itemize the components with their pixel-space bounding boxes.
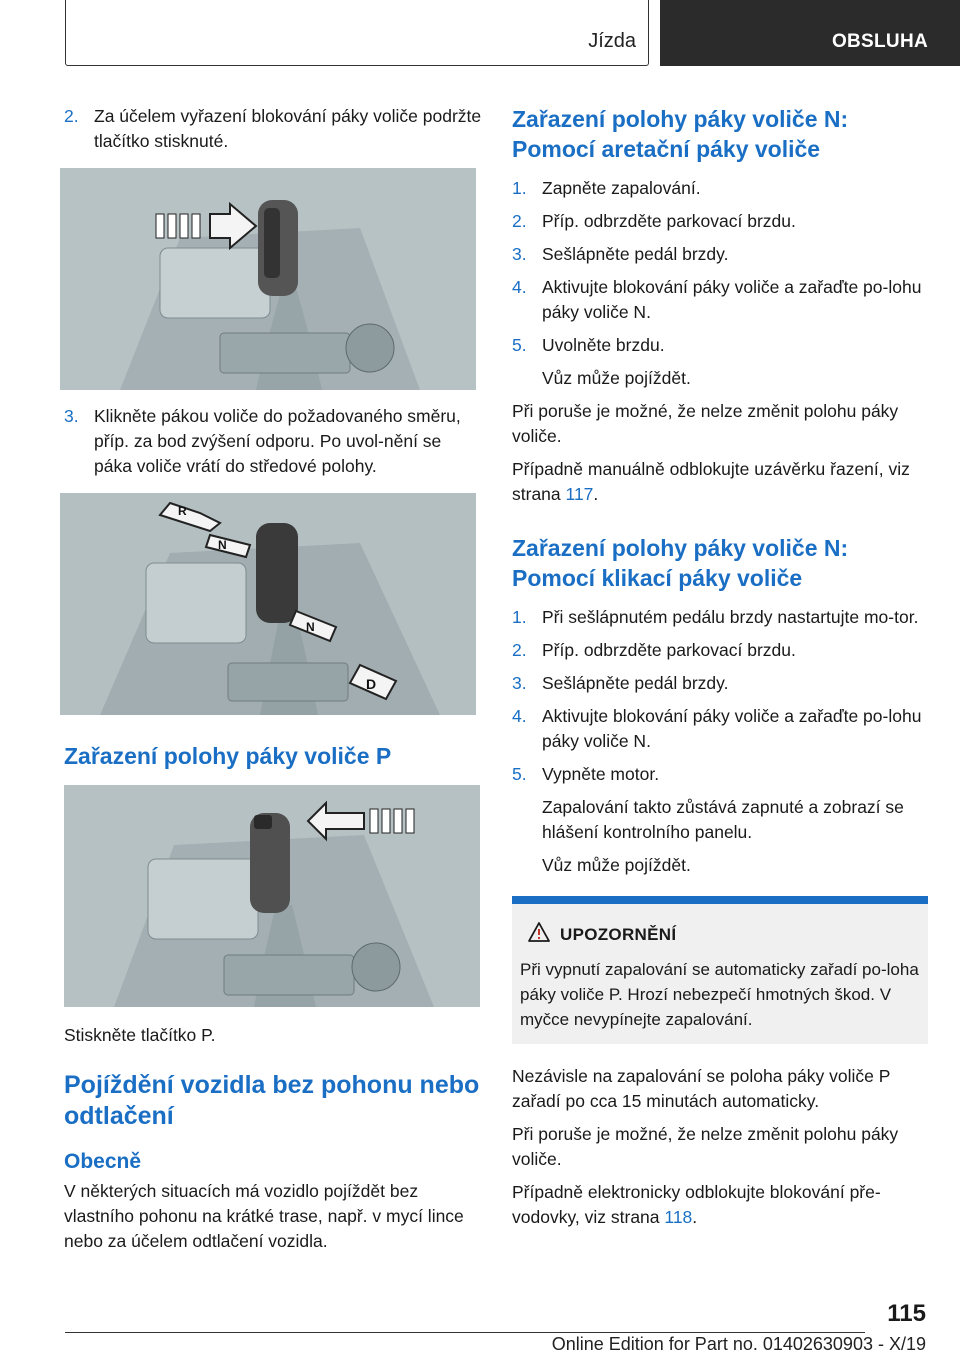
electronic-unlock-text: Případně elektronicky odblokujte blokování pře‐vodovky, viz strana [512,1182,881,1227]
step-text: Aktivujte blokování páky voliče a zařaďte po‐lohu páky voliče N. [542,706,922,751]
fault-note-1: Při poruše je možné, že nelze změnit polohu páky voliče. [512,401,899,446]
step-number: 3. [64,406,79,426]
electronic-unlock-note: Případně elektronicky odblokujte blokování pře‐vodovky, viz strana 118. [512,1182,881,1227]
step-text: Při sešlápnutém pedálu brzdy nastartujte mo‐tor. [542,607,919,627]
gear-label-n-upper: N [218,538,227,552]
heading-rolling-pushing: Pojíždění vozidla bez pohonu nebo odtlačení [64,1071,480,1130]
gear-selector-p-button-illustration [64,785,480,1007]
step-text: Uvolněte brzdu. [542,335,665,355]
step-text: Příp. odbrzděte parkovací brzdu. [542,640,796,660]
auto-p-note: Nezávisle na zapalování se poloha páky voliče P zařadí po cca 15 minutách automaticky. [512,1066,891,1111]
step-text: Sešlápněte pedál brzdy. [542,673,729,693]
step-number: 5. [512,764,527,784]
n1-step-1 [512,176,928,201]
n2-step-3 [512,671,928,696]
heading-general: Obecně [64,1150,142,1173]
step-number: 3. [512,673,527,693]
gear-selector-p-button-image [64,785,480,1007]
n1-result: Vůz může pojíždět. [542,368,691,388]
step-number: 5. [512,335,527,355]
step-number: 3. [512,244,527,264]
header-section-title: Jízda [588,30,636,52]
manual-unlock-page-link[interactable]: 117 [565,484,594,504]
warning-box [512,896,928,1044]
heading-position-p: Zařazení polohy páky voliče P [64,743,392,769]
footer-edition: Online Edition for Part no. 01402630903 - X/19 [551,1334,926,1354]
n2-result: Vůz může pojíždět. [542,855,691,875]
step-text: Klikněte pákou voliče do požadovaného směru, příp. za bod zvýšení odporu. Po uvol‐nění se páka voliče vrátí do středové polohy. [94,406,461,476]
step-text: Za účelem vyřazení blokování páky voliče podržte tlačítko stisknuté. [94,106,482,151]
step-text: Vypněte motor. [542,764,660,784]
step-text: Sešlápněte pedál brzdy. [542,244,729,264]
heading-position-n-lock-lever: Zařazení polohy páky voliče N: Pomocí aretační páky voliče [512,106,849,162]
gear-label-n-lower: N [306,620,315,634]
step-number: 2. [512,211,527,231]
manual-unlock-text: Případně manuálně odblokujte uzávěrku řazení, viz strana [512,459,910,504]
n1-step-3 [512,242,928,267]
header-chapter-tab [660,0,960,66]
press-p-instruction: Stiskněte tlačítko P. [64,1025,216,1045]
gear-selector-press-image [60,168,476,390]
page-number: 115 [887,1300,926,1327]
heading-position-n-click-lever: Zařazení polohy páky voliče N: Pomocí klikací páky voliče [512,535,849,591]
manual-unlock-note: Případně manuálně odblokujte uzávěrku řazení, viz strana 117. [512,459,910,504]
gear-selector-directions-image [60,493,476,715]
step-number: 1. [512,178,527,198]
n1-step-4 [512,275,928,325]
warning-text: Při vypnutí zapalování se automaticky zařadí po‐loha páky voliče P. Hrozí nebezpečí hmotných škod. V myčce nevypínejte zapalování. [520,960,919,1029]
step-number: 4. [512,277,527,297]
gear-label-r: R [178,504,187,518]
warning-triangle-icon [528,922,550,947]
step-number: 1. [512,607,527,627]
step-text: Zapněte zapalování. [542,178,701,198]
step-number: 2. [64,106,79,126]
left-column [64,104,484,1262]
warning-title: UPOZORNĚNÍ [560,924,677,944]
gear-selector-press-illustration [60,168,476,390]
n1-step-5 [512,333,928,358]
footer-divider [65,1332,865,1333]
gear-selector-directions-illustration [60,493,476,715]
n2-step-2 [512,638,928,663]
header-section-box [65,0,649,66]
general-text: V některých situacích má vozidlo pojíždět bez vlastního pohonu na krátké trase, např. v mycí lince nebo za účelem odtlačení vozidla. [64,1181,464,1251]
step-text: Aktivujte blokování páky voliče a zařaďte po‐lohu páky voliče N. [542,277,922,322]
right-column [512,104,928,1238]
n2-step-4 [512,704,928,754]
step-3 [64,404,484,479]
warning-header [528,922,920,947]
header-chapter-label: OBSLUHA [831,31,928,52]
step-number: 4. [512,706,527,726]
n1-step-2 [512,209,928,234]
n2-note: Zapalování takto zůstává zapnuté a zobrazí se hlášení kontrolního panelu. [542,797,904,842]
n2-step-5 [512,762,928,787]
gear-label-d: D [366,676,377,692]
n2-step-1 [512,605,928,630]
step-2 [64,104,484,154]
electronic-unlock-page-link[interactable]: 118 [664,1207,693,1227]
step-text: Příp. odbrzděte parkovací brzdu. [542,211,796,231]
step-number: 2. [512,640,527,660]
fault-note-2: Při poruše je možné, že nelze změnit polohu páky voliče. [512,1124,899,1169]
